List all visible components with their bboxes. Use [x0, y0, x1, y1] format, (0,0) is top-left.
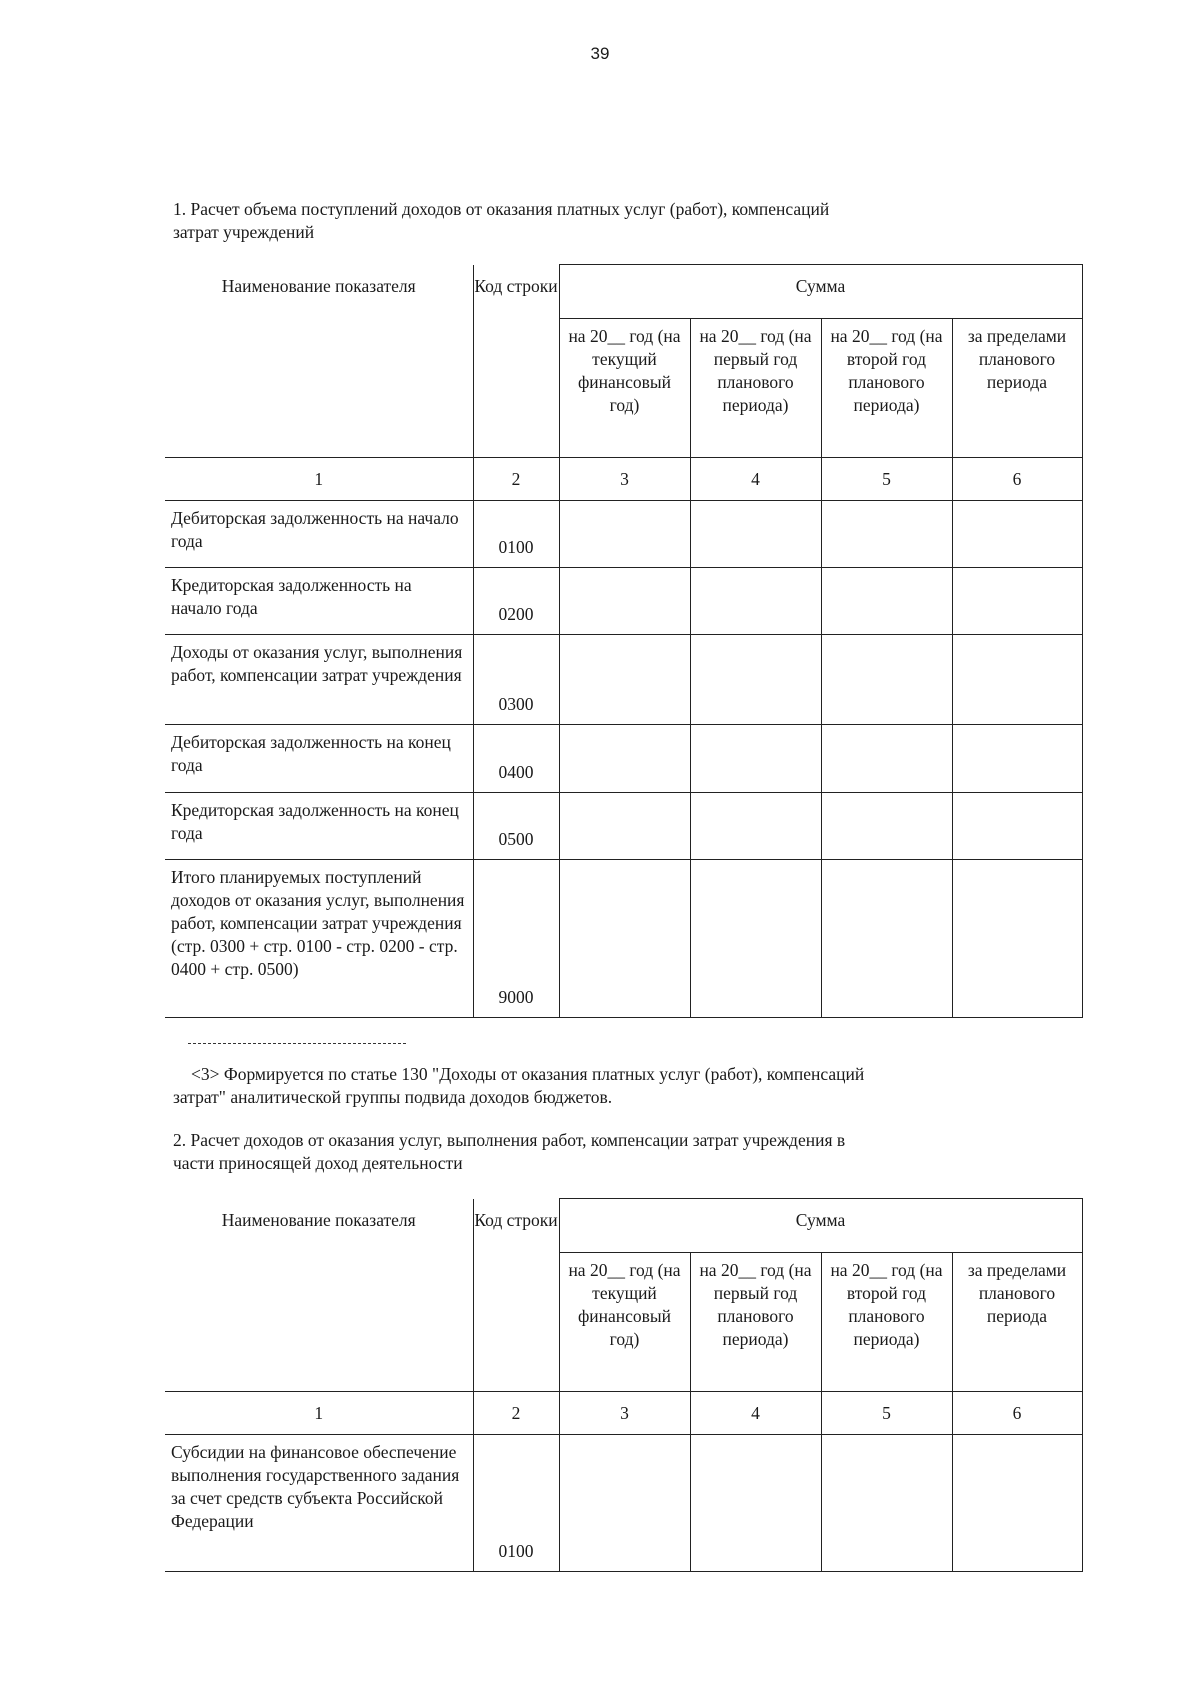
row-code: 0100: [473, 501, 559, 568]
header-current-year: на 20__ год (на текущий финансовый год): [559, 319, 690, 458]
page-number: 39: [590, 44, 610, 63]
value-cell: [952, 860, 1082, 1018]
table-row: [165, 793, 1082, 860]
value-cell: [952, 1435, 1082, 1572]
row-name: Итого планируемых поступлений доходов от оказания услуг, выполнения работ, компенсации затрат учреждения (стр. 0300 + стр. 0100 - стр. 0200 - стр. 0400 + стр. 0500): [165, 860, 473, 1018]
section-2-title: 2. Расчет доходов от оказания услуг, выполнения работ, компенсации затрат учреждения в части приносящей доход деятельности: [173, 1130, 846, 1173]
header-second-plan-year: на 20__ год (на второй год планового периода): [821, 1253, 952, 1392]
header-sum: Сумма: [559, 265, 1082, 319]
income-activity-table: [165, 1198, 1083, 1572]
row-code: 0200: [473, 568, 559, 635]
value-cell: [690, 501, 821, 568]
footnote-separator: [188, 1043, 406, 1044]
income-calculation-table: [165, 264, 1083, 1018]
value-cell: [559, 860, 690, 1018]
column-number: 5: [821, 458, 952, 501]
header-second-plan-year: на 20__ год (на второй год планового периода): [821, 319, 952, 458]
header-first-plan-year: на 20__ год (на первый год планового периода): [690, 1253, 821, 1392]
value-cell: [559, 725, 690, 793]
row-code: 0300: [473, 635, 559, 725]
value-cell: [952, 635, 1082, 725]
column-number: 6: [952, 458, 1082, 501]
column-number: 6: [952, 1392, 1082, 1435]
row-name: Дебиторская задолженность на конец года: [165, 725, 473, 793]
value-cell: [821, 725, 952, 793]
value-cell: [690, 860, 821, 1018]
section-1-title: 1. Расчет объема поступлений доходов от оказания платных услуг (работ), компенсаций затрат учреждений: [173, 199, 830, 242]
value-cell: [559, 1435, 690, 1572]
value-cell: [559, 501, 690, 568]
value-cell: [821, 635, 952, 725]
value-cell: [559, 793, 690, 860]
row-name: Доходы от оказания услуг, выполнения работ, компенсации затрат учреждения: [165, 635, 473, 725]
value-cell: [821, 1435, 952, 1572]
header-sum: Сумма: [559, 1199, 1082, 1253]
value-cell: [821, 793, 952, 860]
table-row: [165, 860, 1082, 1018]
table-row: [165, 1435, 1082, 1572]
row-name: Кредиторская задолженность на конец года: [165, 793, 473, 860]
value-cell: [821, 860, 952, 1018]
column-number: 1: [165, 458, 473, 501]
row-code: 0100: [473, 1435, 559, 1572]
header-current-year: на 20__ год (на текущий финансовый год): [559, 1253, 690, 1392]
value-cell: [690, 568, 821, 635]
header-indicator-name: Наименование показателя: [165, 265, 473, 458]
column-number: 4: [690, 1392, 821, 1435]
column-number: 1: [165, 1392, 473, 1435]
value-cell: [821, 568, 952, 635]
row-code: 9000: [473, 860, 559, 1018]
value-cell: [952, 793, 1082, 860]
row-name: Субсидии на финансовое обеспечение выполнения государственного задания за счет средств субъекта Российской Федерации: [165, 1435, 473, 1572]
column-number: 2: [473, 1392, 559, 1435]
header-indicator-name: Наименование показателя: [165, 1199, 473, 1392]
value-cell: [690, 725, 821, 793]
row-code: 0500: [473, 793, 559, 860]
value-cell: [559, 635, 690, 725]
value-cell: [952, 568, 1082, 635]
value-cell: [690, 793, 821, 860]
value-cell: [952, 501, 1082, 568]
table-row: [165, 725, 1082, 793]
footnote-text: <3> Формируется по статье 130 "Доходы от оказания платных услуг (работ), компенсаций затрат" аналитической группы подвида доходов бюджетов.: [173, 1064, 865, 1107]
value-cell: [690, 1435, 821, 1572]
header-beyond-plan: за пределами планового периода: [952, 1253, 1082, 1392]
value-cell: [559, 568, 690, 635]
value-cell: [690, 635, 821, 725]
column-number: 3: [559, 458, 690, 501]
table-row: [165, 501, 1082, 568]
value-cell: [821, 501, 952, 568]
header-row-code: Код строки: [473, 1199, 559, 1392]
row-name: Дебиторская задолженность на начало года: [165, 501, 473, 568]
table-row: [165, 568, 1082, 635]
header-first-plan-year: на 20__ год (на первый год планового периода): [690, 319, 821, 458]
value-cell: [952, 725, 1082, 793]
column-number: 4: [690, 458, 821, 501]
table-row: [165, 635, 1082, 725]
column-number: 5: [821, 1392, 952, 1435]
row-name: Кредиторская задолженность на начало года: [165, 568, 473, 635]
header-beyond-plan: за пределами планового периода: [952, 319, 1082, 458]
column-number: 3: [559, 1392, 690, 1435]
row-code: 0400: [473, 725, 559, 793]
header-row-code: Код строки: [473, 265, 559, 458]
column-number: 2: [473, 458, 559, 501]
